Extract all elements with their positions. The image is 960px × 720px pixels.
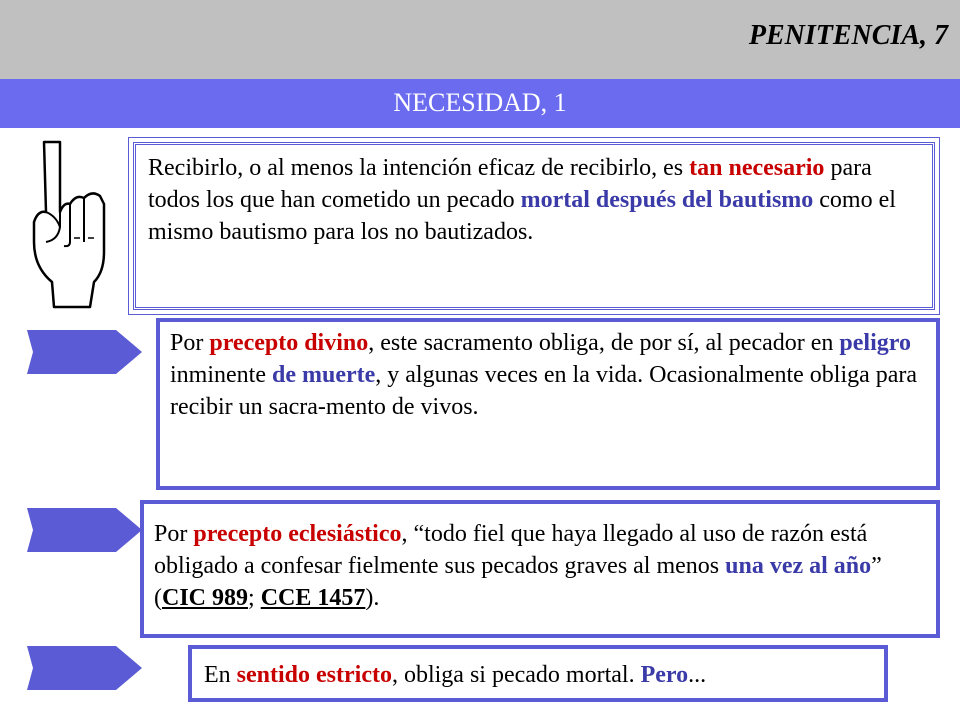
highlight-red: precepto divino (209, 330, 369, 356)
slide-title: PENITENCIA, 7 (748, 20, 948, 51)
text-segment: como el mismo bautismo para los no bautizados. (148, 187, 896, 245)
highlight-blue: mortal después del bautismo (520, 187, 814, 213)
text-segment: , este sacramento obliga, de por sí, al pecador en (368, 330, 840, 356)
strict-sense-box (188, 645, 888, 702)
text-segment: ; (248, 585, 261, 611)
text-segment: ... (688, 662, 707, 688)
text-segment: , y algunas veces en la vida. Ocasionalmente obliga para recibir un sacra-mento de vivos. (170, 362, 918, 420)
highlight-blue: de muerte (271, 362, 376, 388)
highlight-red: sentido estricto (236, 662, 392, 688)
text-segment: Recibirlo, o al menos la intención eficaz de recibirlo, es (148, 155, 690, 181)
text-segment: ” ( (154, 553, 882, 611)
text-segment: para todos los que han cometido un pecado (148, 155, 872, 213)
text-segment: , obliga si pecado mortal. (391, 662, 641, 688)
pointing-finger-hand-icon (24, 132, 124, 312)
arrow-right-icon (26, 326, 144, 378)
highlight-blue: peligro (839, 330, 911, 356)
text-segment: En (204, 662, 237, 688)
reference-link-cce[interactable]: CCE 1457 (260, 585, 366, 611)
highlight-red: precepto eclesiástico (193, 521, 402, 547)
text-segment: inminente (170, 362, 272, 388)
reference-link-cic[interactable]: CIC 989 (162, 585, 249, 611)
statement-box-necessity (128, 137, 940, 315)
text-segment: Por (154, 521, 194, 547)
highlight-red: tan necesario (689, 155, 825, 181)
section-title: NECESIDAD, 1 (393, 88, 567, 117)
subheader-bar (0, 79, 960, 128)
text-segment: , “todo fiel que haya llegado al uso de razón está obligado a confesar fielmente sus pecados graves al menos (154, 521, 868, 579)
divine-precept-box (156, 318, 940, 490)
arrow-right-icon (26, 504, 144, 556)
text-segment: ). (365, 585, 380, 611)
arrow-right-icon (26, 642, 144, 694)
text-segment: Por (170, 330, 210, 356)
ecclesiastical-precept-box (140, 500, 940, 638)
statement-text (133, 142, 935, 310)
highlight-blue: Pero (640, 662, 689, 688)
header-bar (0, 0, 960, 79)
highlight-blue: una vez al año (725, 553, 872, 579)
